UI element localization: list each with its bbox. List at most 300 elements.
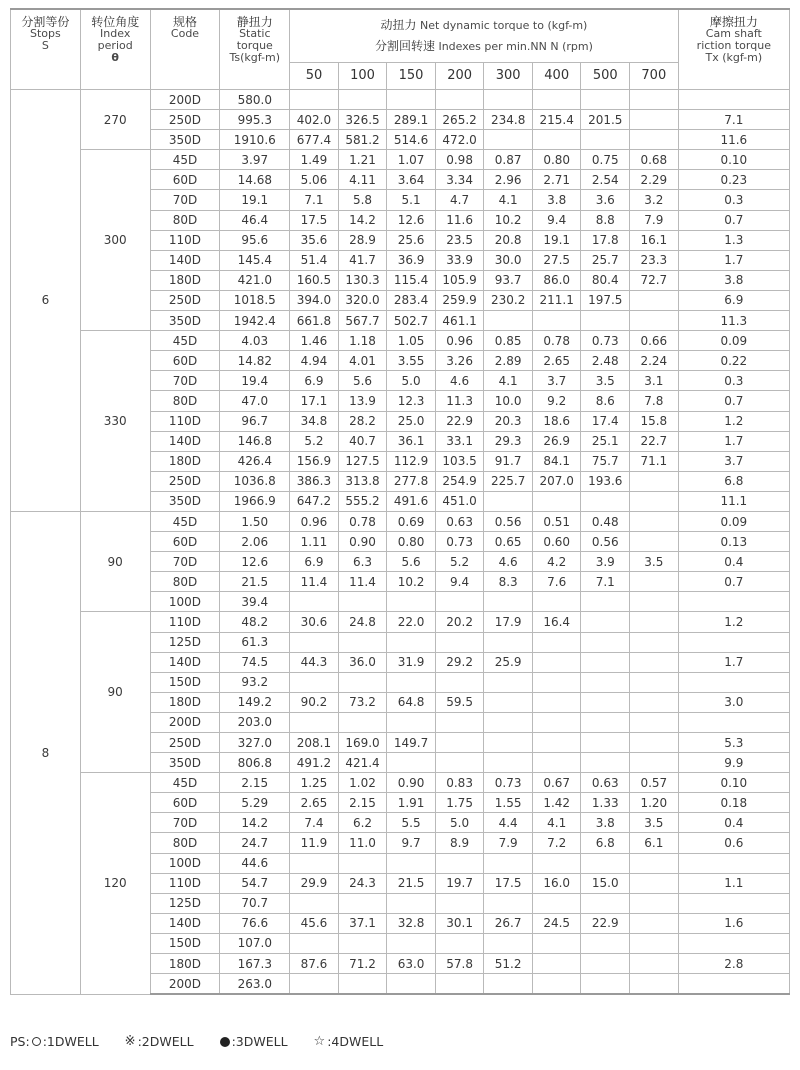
rpm50-cell: 7.4 [290, 813, 339, 833]
rpm50-cell: 2.65 [290, 793, 339, 813]
rpm50-cell: 44.3 [290, 652, 339, 672]
rpm400-cell: 9.2 [532, 391, 581, 411]
friction-cell [678, 893, 789, 913]
rpm300-cell: 91.7 [484, 451, 533, 471]
rpm50-cell: 491.2 [290, 753, 339, 773]
rpm400-cell [532, 491, 581, 511]
index-period-cell: 120 [80, 773, 150, 995]
header-period-en1: Index [100, 27, 131, 40]
rpm300-cell: 0.56 [484, 511, 533, 531]
friction-cell: 0.13 [678, 532, 789, 552]
rpm50-cell: 647.2 [290, 491, 339, 511]
rpm50-cell: 35.6 [290, 230, 339, 250]
rpm500-cell [581, 974, 630, 995]
filled-dot-icon [220, 1037, 230, 1047]
rpm200-cell: 1.75 [435, 793, 484, 813]
rpm100-cell: 6.3 [338, 552, 387, 572]
rpm50-cell: 11.9 [290, 833, 339, 853]
header-period-en2: period [97, 39, 133, 52]
rpm500-cell: 1.33 [581, 793, 630, 813]
rpm700-cell [630, 933, 679, 953]
static-cell: 70.7 [220, 893, 290, 913]
rpm200-cell: 20.2 [435, 612, 484, 632]
rpm700-cell [630, 572, 679, 592]
rpm100-cell: 1.21 [338, 150, 387, 170]
code-cell: 100D [150, 592, 220, 612]
rpm150-cell: 25.6 [387, 230, 436, 250]
rpm200-cell: 57.8 [435, 954, 484, 974]
rpm200-cell: 461.1 [435, 311, 484, 331]
header-stops [11, 9, 81, 90]
rpm400-cell: 215.4 [532, 110, 581, 130]
rpm150-cell: 36.1 [387, 431, 436, 451]
rpm50-cell: 1.46 [290, 331, 339, 351]
rpm700-cell [630, 532, 679, 552]
rpm100-cell: 581.2 [338, 130, 387, 150]
index-period-cell: 90 [80, 511, 150, 611]
code-cell: 45D [150, 511, 220, 531]
static-cell: 44.6 [220, 853, 290, 873]
code-cell: 70D [150, 552, 220, 572]
rpm150-cell: 5.0 [387, 371, 436, 391]
rpm100-cell: 130.3 [338, 270, 387, 290]
rpm200-cell: 3.34 [435, 170, 484, 190]
rpm300-cell [484, 311, 533, 331]
rpm100-cell: 73.2 [338, 692, 387, 712]
rpm150-cell [387, 672, 436, 692]
reference-mark-icon: ※ [124, 1034, 136, 1049]
header-code [150, 9, 220, 90]
rpm150-cell: 115.4 [387, 270, 436, 290]
header-friction-en2: riction torque [696, 39, 771, 52]
rpm50-cell: 51.4 [290, 250, 339, 270]
rpm150-cell: 149.7 [387, 733, 436, 753]
rpm700-cell: 2.24 [630, 351, 679, 371]
rpm200-cell: 30.1 [435, 913, 484, 933]
rpm300-cell: 7.9 [484, 833, 533, 853]
code-cell: 140D [150, 250, 220, 270]
rpm50-cell: 394.0 [290, 290, 339, 310]
code-cell: 180D [150, 692, 220, 712]
code-cell: 60D [150, 532, 220, 552]
code-cell: 180D [150, 451, 220, 471]
code-cell: 80D [150, 210, 220, 230]
rpm50-cell: 156.9 [290, 451, 339, 471]
rpm500-cell [581, 712, 630, 732]
rpm400-cell [532, 974, 581, 995]
rpm200-cell: 9.4 [435, 572, 484, 592]
rpm50-cell: 160.5 [290, 270, 339, 290]
rpm400-cell: 16.0 [532, 873, 581, 893]
rpm200-cell: 4.7 [435, 190, 484, 210]
rpm400-cell [532, 753, 581, 773]
rpm100-cell: 4.01 [338, 351, 387, 371]
rpm50-cell: 6.9 [290, 371, 339, 391]
code-cell: 110D [150, 612, 220, 632]
static-cell: 19.1 [220, 190, 290, 210]
friction-cell [678, 592, 789, 612]
rpm100-cell [338, 90, 387, 110]
rpm150-cell: 21.5 [387, 873, 436, 893]
static-cell: 19.4 [220, 371, 290, 391]
rpm100-cell: 24.8 [338, 612, 387, 632]
header-friction-en1: Cam shaft [705, 27, 762, 40]
rpm300-cell: 225.7 [484, 471, 533, 491]
legend-prefix: PS: [10, 1034, 30, 1049]
rpm700-cell [630, 672, 679, 692]
rpm200-cell: 5.2 [435, 552, 484, 572]
header-dynamic-en: Net dynamic torque to (kgf-m) [419, 19, 588, 32]
rpm500-cell: 0.56 [581, 532, 630, 552]
rpm150-cell: 514.6 [387, 130, 436, 150]
friction-cell: 0.4 [678, 813, 789, 833]
rpm700-cell [630, 311, 679, 331]
rpm300-cell: 20.8 [484, 230, 533, 250]
friction-cell: 1.2 [678, 411, 789, 431]
friction-cell: 11.6 [678, 130, 789, 150]
rpm500-cell: 201.5 [581, 110, 630, 130]
header-stops-en: Stops [30, 27, 61, 40]
friction-cell: 0.09 [678, 511, 789, 531]
rpm700-cell: 3.2 [630, 190, 679, 210]
static-cell: 327.0 [220, 733, 290, 753]
rpm200-cell: 8.9 [435, 833, 484, 853]
header-stops-zh: 分割等份 [21, 15, 70, 29]
rpm150-cell: 5.6 [387, 552, 436, 572]
rpm200-cell: 259.9 [435, 290, 484, 310]
torque-spec-table [10, 8, 790, 995]
rpm100-cell [338, 712, 387, 732]
rpm400-cell: 0.67 [532, 773, 581, 793]
rpm400-cell: 84.1 [532, 451, 581, 471]
static-cell: 149.2 [220, 692, 290, 712]
rpm400-cell: 7.2 [532, 833, 581, 853]
friction-cell: 11.1 [678, 491, 789, 511]
rpm400-cell [532, 311, 581, 331]
code-cell: 150D [150, 672, 220, 692]
code-cell: 45D [150, 331, 220, 351]
static-cell: 146.8 [220, 431, 290, 451]
legend-item-1dwell [32, 1034, 99, 1049]
rpm500-cell [581, 90, 630, 110]
rpm300-cell: 20.3 [484, 411, 533, 431]
rpm200-cell: 4.6 [435, 371, 484, 391]
rpm500-cell: 7.1 [581, 572, 630, 592]
rpm50-cell: 7.1 [290, 190, 339, 210]
header-code-en: Code [170, 27, 200, 40]
rpm150-cell [387, 893, 436, 913]
rpm500-cell: 25.1 [581, 431, 630, 451]
rpm400-cell [532, 954, 581, 974]
rpm300-cell: 93.7 [484, 270, 533, 290]
rpm500-cell: 3.8 [581, 813, 630, 833]
friction-cell [678, 90, 789, 110]
rpm100-cell: 326.5 [338, 110, 387, 130]
rpm100-cell [338, 933, 387, 953]
rpm500-cell: 2.54 [581, 170, 630, 190]
rpm300-cell [484, 672, 533, 692]
rpm150-cell: 112.9 [387, 451, 436, 471]
rpm700-cell: 0.57 [630, 773, 679, 793]
friction-cell: 0.10 [678, 150, 789, 170]
static-cell: 3.97 [220, 150, 290, 170]
rpm200-cell: 254.9 [435, 471, 484, 491]
rpm50-cell: 87.6 [290, 954, 339, 974]
header-dynamic-zh: 动扭力 [380, 18, 417, 32]
rpm300-cell: 230.2 [484, 290, 533, 310]
friction-cell: 0.7 [678, 391, 789, 411]
rpm150-cell [387, 592, 436, 612]
rpm100-cell: 4.11 [338, 170, 387, 190]
code-cell: 80D [150, 833, 220, 853]
rpm200-cell: 22.9 [435, 411, 484, 431]
rpm300-cell [484, 90, 533, 110]
rpm400-cell [532, 692, 581, 712]
rpm50-cell: 29.9 [290, 873, 339, 893]
rpm700-cell [630, 913, 679, 933]
static-cell: 5.29 [220, 793, 290, 813]
rpm300-cell [484, 692, 533, 712]
dwell-legend [10, 1034, 409, 1049]
legend-label-1dwell: :1DWELL [42, 1034, 99, 1049]
friction-cell: 1.2 [678, 612, 789, 632]
rpm700-cell [630, 712, 679, 732]
rpm200-cell: 11.3 [435, 391, 484, 411]
rpm500-cell [581, 853, 630, 873]
static-cell: 1966.9 [220, 491, 290, 511]
rpm50-cell: 45.6 [290, 913, 339, 933]
rpm700-cell [630, 491, 679, 511]
rpm700-cell: 16.1 [630, 230, 679, 250]
static-cell: 24.7 [220, 833, 290, 853]
rpm300-cell [484, 933, 533, 953]
static-cell: 107.0 [220, 933, 290, 953]
rpm100-cell [338, 592, 387, 612]
rpm50-cell: 1.49 [290, 150, 339, 170]
static-cell: 74.5 [220, 652, 290, 672]
legend-item-3dwell [220, 1034, 288, 1049]
friction-cell: 0.09 [678, 331, 789, 351]
rpm300-cell: 2.89 [484, 351, 533, 371]
friction-cell: 0.23 [678, 170, 789, 190]
rpm200-cell: 103.5 [435, 451, 484, 471]
code-cell: 250D [150, 471, 220, 491]
static-cell: 95.6 [220, 230, 290, 250]
friction-cell: 3.0 [678, 692, 789, 712]
rpm200-cell: 19.7 [435, 873, 484, 893]
static-cell: 39.4 [220, 592, 290, 612]
rpm100-cell: 24.3 [338, 873, 387, 893]
rpm500-cell [581, 491, 630, 511]
code-cell: 100D [150, 853, 220, 873]
rpm700-cell [630, 652, 679, 672]
rpm400-cell: 19.1 [532, 230, 581, 250]
rpm200-cell: 451.0 [435, 491, 484, 511]
rpm500-cell: 6.8 [581, 833, 630, 853]
rpm500-cell [581, 954, 630, 974]
rpm100-cell: 28.9 [338, 230, 387, 250]
code-cell: 80D [150, 391, 220, 411]
rpm200-cell [435, 672, 484, 692]
rpm150-cell: 5.1 [387, 190, 436, 210]
rpm500-cell: 0.48 [581, 511, 630, 531]
friction-cell: 2.8 [678, 954, 789, 974]
stops-cell: 8 [11, 511, 81, 994]
rpm500-cell [581, 933, 630, 953]
static-cell: 203.0 [220, 712, 290, 732]
code-cell: 70D [150, 371, 220, 391]
friction-cell: 0.6 [678, 833, 789, 853]
friction-cell: 0.3 [678, 371, 789, 391]
rpm200-cell: 265.2 [435, 110, 484, 130]
rpm500-cell [581, 592, 630, 612]
static-cell: 1018.5 [220, 290, 290, 310]
friction-cell: 0.10 [678, 773, 789, 793]
rpm400-cell: 2.65 [532, 351, 581, 371]
rpm500-cell: 17.4 [581, 411, 630, 431]
rpm200-cell: 0.83 [435, 773, 484, 793]
rpm150-cell: 3.64 [387, 170, 436, 190]
rpm300-cell: 51.2 [484, 954, 533, 974]
rpm700-cell: 22.7 [630, 431, 679, 451]
table-row [11, 90, 790, 110]
header-indexes-en: Indexes per min.NN N (rpm) [438, 40, 593, 53]
rpm150-cell: 0.90 [387, 773, 436, 793]
index-period-cell: 300 [80, 150, 150, 331]
legend-label-3dwell: :3DWELL [231, 1034, 288, 1049]
rpm150-cell [387, 974, 436, 995]
rpm400-cell: 0.78 [532, 331, 581, 351]
rpm700-cell [630, 893, 679, 913]
rpm50-cell [290, 893, 339, 913]
code-cell: 350D [150, 753, 220, 773]
code-cell: 125D [150, 632, 220, 652]
rpm700-cell: 23.3 [630, 250, 679, 270]
rpm700-cell [630, 632, 679, 652]
rpm50-cell: 6.9 [290, 552, 339, 572]
rpm100-cell: 421.4 [338, 753, 387, 773]
rpm700-cell [630, 733, 679, 753]
rpm100-cell: 313.8 [338, 471, 387, 491]
rpm150-cell: 502.7 [387, 311, 436, 331]
rpm200-cell [435, 733, 484, 753]
rpm700-cell [630, 90, 679, 110]
code-cell: 180D [150, 954, 220, 974]
rpm700-cell: 15.8 [630, 411, 679, 431]
friction-cell: 0.18 [678, 793, 789, 813]
rpm700-cell [630, 511, 679, 531]
rpm100-cell: 11.0 [338, 833, 387, 853]
friction-cell: 0.3 [678, 190, 789, 210]
rpm400-cell: 86.0 [532, 270, 581, 290]
rpm300-cell: 30.0 [484, 250, 533, 270]
rpm400-cell [532, 853, 581, 873]
rpm150-cell: 22.0 [387, 612, 436, 632]
friction-cell [678, 974, 789, 995]
rpm300-cell [484, 592, 533, 612]
code-cell: 140D [150, 431, 220, 451]
rpm700-cell: 3.5 [630, 552, 679, 572]
rpm400-cell: 4.1 [532, 813, 581, 833]
rpm500-cell: 3.5 [581, 371, 630, 391]
table-row [11, 612, 790, 632]
rpm700-cell [630, 130, 679, 150]
rpm500-cell: 3.9 [581, 552, 630, 572]
rpm150-cell [387, 753, 436, 773]
rpm400-cell [532, 933, 581, 953]
rpm500-cell: 0.75 [581, 150, 630, 170]
rpm200-cell: 33.1 [435, 431, 484, 451]
rpm50-cell [290, 632, 339, 652]
code-cell: 180D [150, 270, 220, 290]
rpm700-cell [630, 592, 679, 612]
rpm300-cell: 2.96 [484, 170, 533, 190]
friction-cell: 7.1 [678, 110, 789, 130]
rpm300-cell [484, 853, 533, 873]
rpm50-cell [290, 712, 339, 732]
header-indexes-zh: 分割回转速 [374, 39, 435, 53]
rpm200-cell [435, 90, 484, 110]
friction-cell [678, 632, 789, 652]
friction-cell: 1.1 [678, 873, 789, 893]
static-cell: 12.6 [220, 552, 290, 572]
rpm300-cell: 4.1 [484, 190, 533, 210]
friction-cell: 9.9 [678, 753, 789, 773]
rpm400-cell [532, 893, 581, 913]
friction-cell: 6.8 [678, 471, 789, 491]
rpm100-cell [338, 893, 387, 913]
rpm150-cell: 31.9 [387, 652, 436, 672]
static-cell: 806.8 [220, 753, 290, 773]
static-cell: 93.2 [220, 672, 290, 692]
friction-cell: 0.22 [678, 351, 789, 371]
rpm400-cell: 0.51 [532, 511, 581, 531]
code-cell: 80D [150, 572, 220, 592]
rpm300-cell [484, 753, 533, 773]
friction-cell: 1.3 [678, 230, 789, 250]
rpm400-cell: 0.60 [532, 532, 581, 552]
rpm500-cell: 80.4 [581, 270, 630, 290]
rpm-header-400: 400 [532, 63, 581, 90]
friction-cell: 11.3 [678, 311, 789, 331]
rpm50-cell [290, 974, 339, 995]
static-cell: 2.06 [220, 532, 290, 552]
code-cell: 200D [150, 974, 220, 995]
rpm200-cell: 33.9 [435, 250, 484, 270]
static-cell: 4.03 [220, 331, 290, 351]
rpm-header-50: 50 [290, 63, 339, 90]
rpm200-cell: 59.5 [435, 692, 484, 712]
rpm150-cell: 12.6 [387, 210, 436, 230]
rpm150-cell: 63.0 [387, 954, 436, 974]
rpm50-cell: 5.2 [290, 431, 339, 451]
table-row [11, 511, 790, 531]
rpm300-cell [484, 130, 533, 150]
rpm100-cell: 567.7 [338, 311, 387, 331]
rpm50-cell: 34.8 [290, 411, 339, 431]
rpm400-cell [532, 592, 581, 612]
rpm50-cell: 208.1 [290, 733, 339, 753]
header-static-en1: Static [239, 27, 271, 40]
rpm100-cell [338, 853, 387, 873]
code-cell: 70D [150, 190, 220, 210]
rpm50-cell [290, 592, 339, 612]
rpm700-cell: 71.1 [630, 451, 679, 471]
rpm300-cell: 8.3 [484, 572, 533, 592]
static-cell: 96.7 [220, 411, 290, 431]
rpm150-cell: 283.4 [387, 290, 436, 310]
code-cell: 250D [150, 733, 220, 753]
